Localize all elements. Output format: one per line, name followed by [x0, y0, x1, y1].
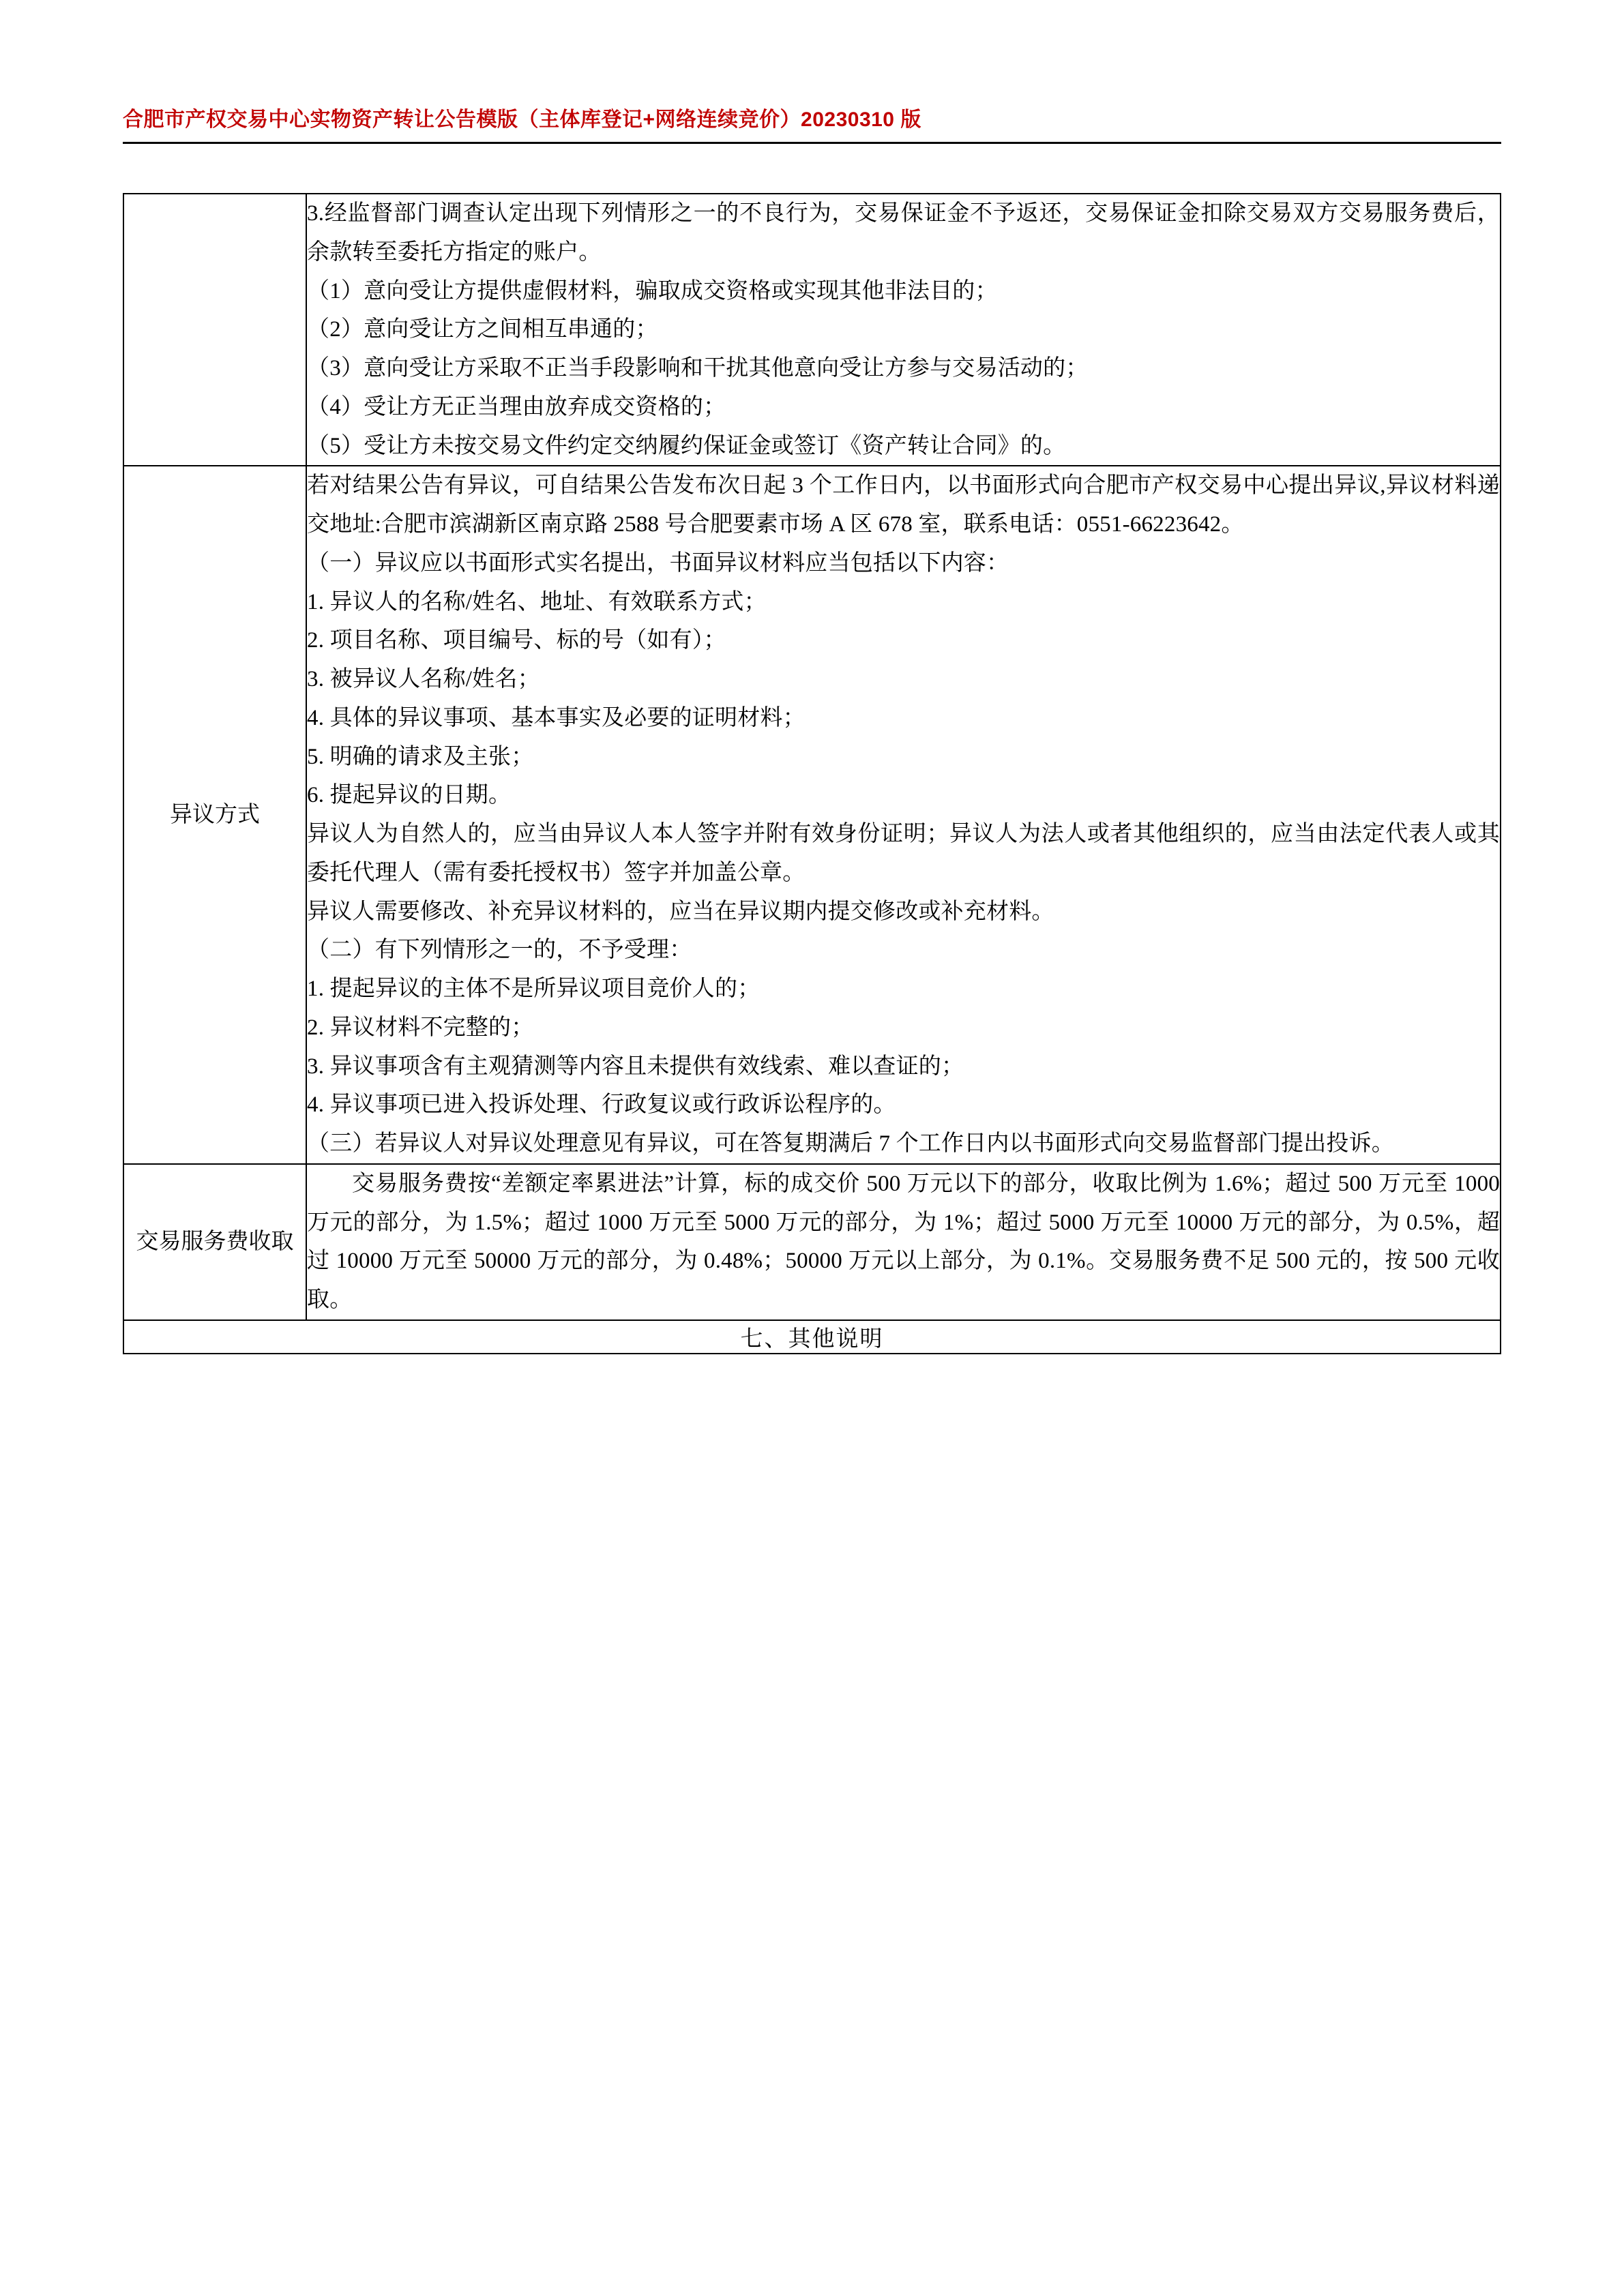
- paragraph: （二）有下列情形之一的，不予受理：: [307, 938, 692, 963]
- paragraph: （1）意向受让方提供虚假材料，骗取成交资格或实现其他非法目的；: [307, 278, 998, 303]
- paragraph: （2）意向受让方之间相互串通的；: [307, 317, 658, 342]
- row-content: [306, 1164, 1501, 1320]
- paragraph: （一）异议应以书面形式实名提出，书面异议材料应当包括以下内容：: [307, 550, 1009, 576]
- paragraph: 3.经监督部门调查认定出现下列情形之一的不良行为，交易保证金不予返还，交易保证金扣除交易双方交易服务费后，余款转至委托方指定的账户。: [307, 201, 1500, 265]
- table-footer-row: [123, 1320, 1501, 1354]
- announcement-table: [123, 193, 1501, 1354]
- paragraph: 2. 异议材料不完整的；: [307, 1015, 534, 1040]
- paragraph: 异议人为自然人的，应当由异议人本人签字并附有效身份证明；异议人为法人或者其他组织的，应当由法定代表人或其委托代理人（需有委托授权书）签字并加盖公章。: [307, 822, 1500, 885]
- table-row: [123, 194, 1501, 466]
- paragraph: 异议人需要修改、补充异议材料的，应当在异议期内提交修改或补充材料。: [307, 899, 1054, 924]
- page-title: 合肥市产权交易中心实物资产转让公告模版（主体库登记+网络连续竞价）20230310 版: [123, 102, 1501, 144]
- paragraph: 3. 被异议人名称/姓名；: [307, 667, 540, 691]
- paragraph: 1. 异议人的名称/姓名、地址、有效联系方式；: [307, 589, 767, 614]
- row-label: [123, 194, 306, 466]
- paragraph: 交易服务费按“差额定率累进法”计算，标的成交价 500 万元以下的部分，收取比例为 1.6%；超过 500 万元至 1000 万元的部分，为 1.5%；超过 1000 万元至 5000 万元的部分，为 1%；超过 5000 万元至 10000 万元的部分，为 0.5%，超过 10000 万元至 50000 万元的部分，为 0.48%；50000 万元以上部分，为 0.1%。交易服务费不足 500 元的，按 500 元收取。: [307, 1171, 1500, 1312]
- paragraph: （5）受让方未按交易文件约定交纳履约保证金或签订《资产转让合同》的。: [307, 433, 1066, 458]
- paragraph: 3. 异议事项含有主观猜测等内容且未提供有效线索、难以查证的；: [307, 1054, 964, 1079]
- paragraph: 5. 明确的请求及主张；: [307, 744, 534, 769]
- row-label: 交易服务费收取: [123, 1164, 306, 1320]
- paragraph: 若对结果公告有异议，可自结果公告发布次日起 3 个工作日内，以书面形式向合肥市产权交易中心提出异议,异议材料递交地址:合肥市滨湖新区南京路 2588 号合肥要素市场 A 区 678 室，联系电话：0551-66223642。: [307, 473, 1500, 537]
- paragraph: （3）意向受让方采取不正当手段影响和干扰其他意向受让方参与交易活动的；: [307, 356, 1089, 381]
- paragraph: （三）若异议人对异议处理意见有异议，可在答复期满后 7 个工作日内以书面形式向交易监督部门提出投诉。: [307, 1131, 1394, 1156]
- paragraph: 1. 提起异议的主体不是所异议项目竞价人的；: [307, 976, 761, 1001]
- table-row: [123, 466, 1501, 1164]
- paragraph: 2. 项目名称、项目编号、标的号（如有）；: [307, 628, 726, 653]
- paragraph: 6. 提起异议的日期。: [307, 783, 512, 808]
- row-content: [306, 466, 1501, 1164]
- table-row: [123, 1164, 1501, 1320]
- row-label: 异议方式: [123, 466, 306, 1164]
- row-content: [306, 194, 1501, 466]
- paragraph: （4）受让方无正当理由放弃成交资格的；: [307, 394, 726, 419]
- section-heading: 七、其他说明: [123, 1320, 1501, 1354]
- paragraph: 4. 异议事项已进入投诉处理、行政复议或行政诉讼程序的。: [307, 1092, 896, 1118]
- paragraph: 4. 具体的异议事项、基本事实及必要的证明材料；: [307, 705, 806, 730]
